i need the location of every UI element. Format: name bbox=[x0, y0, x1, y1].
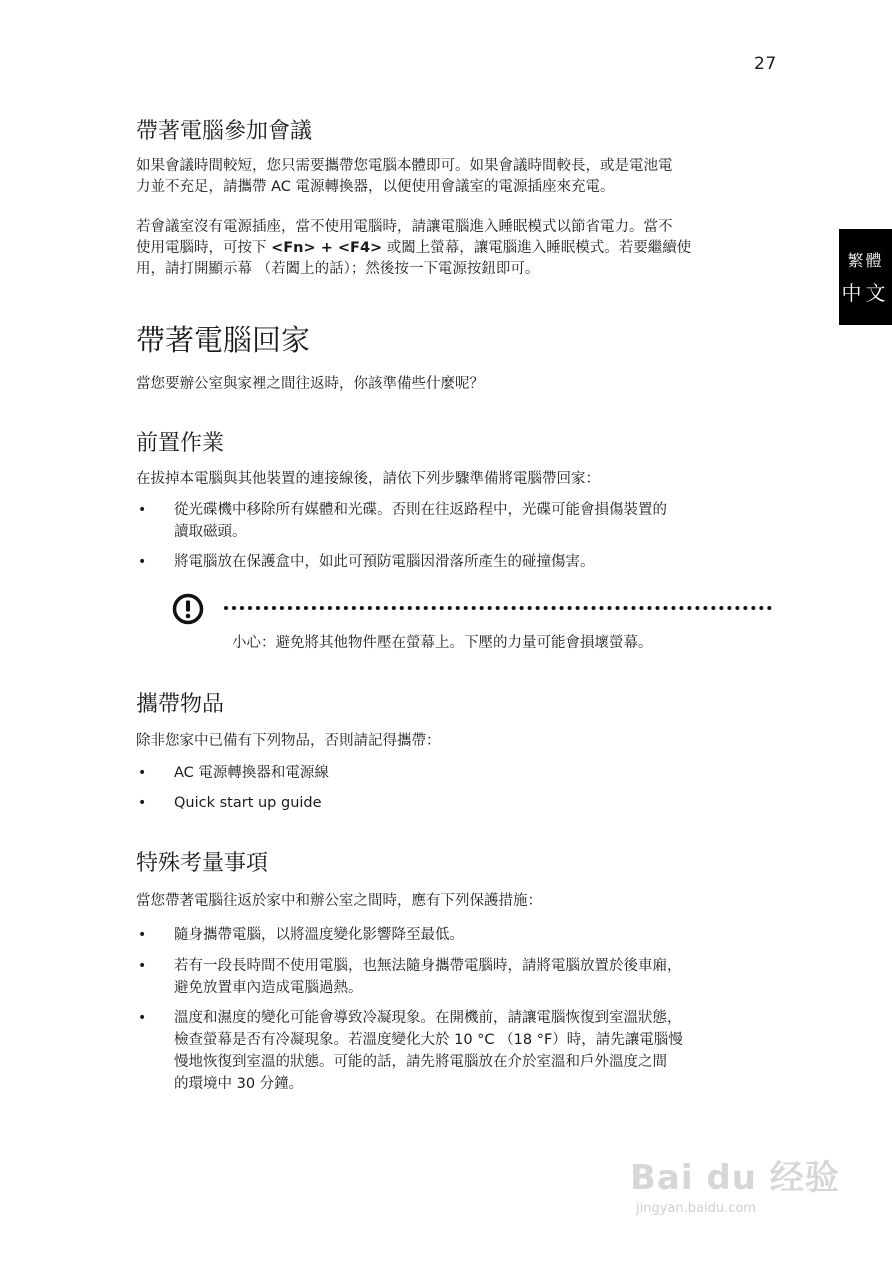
list-item bbox=[136, 1007, 776, 1095]
paragraph-meeting-1 bbox=[136, 156, 776, 198]
language-tab bbox=[839, 229, 892, 325]
list-item-line: 溫度和濕度的變化可能會導致冷凝現象。在開機前，請讓電腦恢復到室溫狀態， bbox=[174, 1010, 682, 1026]
list-item-line: 將電腦放在保護盒中，如此可預防電腦因滑落所產生的碰撞傷害。 bbox=[174, 554, 595, 570]
bullet-icon: • bbox=[138, 795, 147, 811]
list-item-line: 避免放置車內造成電腦過熱。 bbox=[174, 980, 363, 996]
paragraph-prep-intro: 在拔掉本電腦與其他裝置的連接線後，請依下列步驟準備將電腦帶回家： bbox=[136, 471, 600, 487]
list-item-line: 慢地恢復到室溫的狀態。可能的話，請先將電腦放在介於室溫和戶外溫度之間 bbox=[174, 1054, 667, 1070]
page-number: 27 bbox=[754, 54, 777, 74]
watermark-logo: Bai du 经验 bbox=[630, 1158, 840, 1198]
paragraph-meeting-2 bbox=[136, 217, 776, 280]
heading-meeting: 帶著電腦參加會議 bbox=[136, 119, 313, 144]
text-run: 或闔上螢幕，讓電腦進入睡眠模式。若要繼續使 bbox=[382, 240, 692, 256]
list-item-line: 讀取磁頭。 bbox=[174, 524, 247, 540]
caution-divider bbox=[224, 606, 772, 610]
paragraph-line bbox=[136, 238, 776, 259]
bullet-icon: • bbox=[138, 554, 147, 570]
paragraph-line: 如果會議時間較短，您只需要攜帶您電腦本體即可。如果會議時間較長，或是電池電 bbox=[136, 158, 673, 174]
list-item-line: AC 電源轉換器和電源線 bbox=[174, 765, 329, 781]
paragraph-line: 用，請打開顯示幕 （若闔上的話）；然後按一下電源按鈕即可。 bbox=[136, 261, 540, 277]
heading-carry: 攜帶物品 bbox=[136, 692, 225, 717]
list-item-line: Quick start up guide bbox=[174, 795, 322, 811]
bullet-icon: • bbox=[138, 765, 147, 781]
caution-icon bbox=[172, 593, 204, 625]
list-item-line: 的環境中 30 分鐘。 bbox=[174, 1076, 304, 1092]
list-item-line: 隨身攜帶電腦，以將溫度變化影響降至最低。 bbox=[174, 927, 464, 943]
language-tab-line2: 中文 bbox=[841, 281, 890, 305]
key-plus: + bbox=[315, 240, 338, 256]
list-item-line: 從光碟機中移除所有媒體和光碟。否則在往返路程中，光碟可能會損傷裝置的 bbox=[174, 502, 667, 518]
list-item bbox=[136, 924, 776, 946]
heading-prep: 前置作業 bbox=[136, 431, 225, 456]
list-item bbox=[136, 762, 776, 784]
paragraph-special-intro: 當您帶著電腦往返於家中和辦公室之間時，應有下列保護措施： bbox=[136, 893, 542, 909]
list-item bbox=[136, 792, 776, 814]
key-f4: <F4> bbox=[337, 240, 383, 256]
list-item bbox=[136, 499, 776, 543]
heading-home: 帶著電腦回家 bbox=[136, 323, 311, 357]
list-item-line: 檢查螢幕是否有冷凝現象。若溫度變化大於 10 °C （18 °F）時，請先讓電腦慢 bbox=[174, 1032, 683, 1048]
list-item-line: 若有一段長時間不使用電腦，也無法隨身攜帶電腦時，請將電腦放置於後車廂， bbox=[174, 958, 682, 974]
heading-special: 特殊考量事項 bbox=[136, 851, 269, 876]
paragraph-carry-intro: 除非您家中已備有下列物品，否則請記得攜帶： bbox=[136, 733, 441, 749]
bullet-icon: • bbox=[138, 958, 147, 974]
paragraph-line: 力並不充足，請攜帶 AC 電源轉換器，以便使用會議室的電源插座來充電。 bbox=[136, 179, 615, 195]
watermark-url: jingyan.baidu.com bbox=[636, 1201, 756, 1216]
caution-text: 小心：避免將其他物件壓在螢幕上。下壓的力量可能會損壞螢幕。 bbox=[232, 635, 653, 651]
list-item bbox=[136, 955, 776, 999]
paragraph-home-intro: 當您要辦公室與家裡之間往返時，你該準備些什麼呢？ bbox=[136, 376, 484, 392]
text-run: 使用電腦時，可按下 bbox=[136, 240, 272, 256]
list-item bbox=[136, 551, 776, 573]
paragraph-line: 若會議室沒有電源插座，當不使用電腦時，請讓電腦進入睡眠模式以節省電力。當不 bbox=[136, 219, 673, 235]
watermark bbox=[630, 1150, 850, 1250]
bullet-icon: • bbox=[138, 1010, 147, 1026]
language-tab-line1: 繁體 bbox=[847, 251, 884, 270]
bullet-icon: • bbox=[138, 927, 147, 943]
bullet-icon: • bbox=[138, 502, 147, 518]
key-fn: <Fn> bbox=[271, 240, 316, 256]
